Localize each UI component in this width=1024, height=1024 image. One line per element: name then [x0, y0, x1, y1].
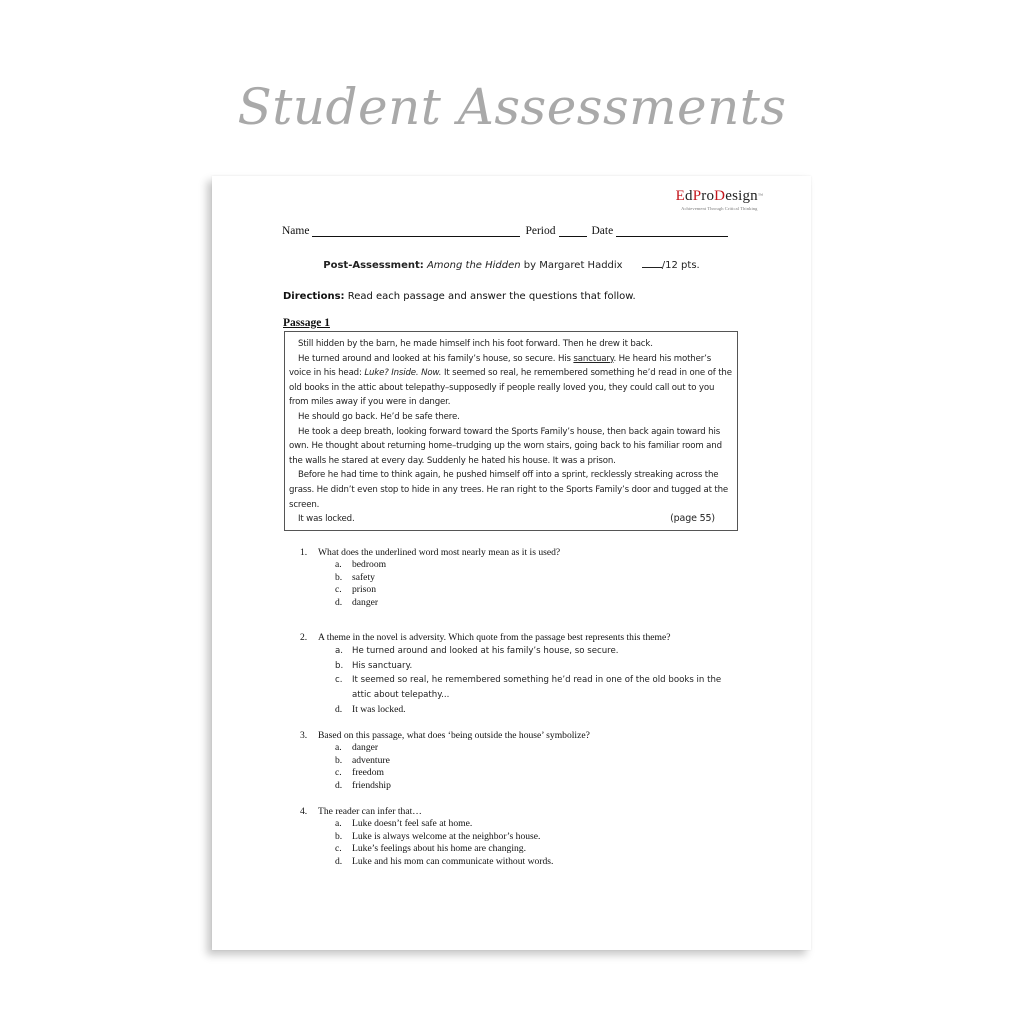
answer-option[interactable]	[335, 767, 750, 780]
answer-option[interactable]	[335, 818, 750, 831]
name-label: Name	[282, 225, 310, 237]
passage-paragraph: Still hidden by the barn, he made himself inch his foot forward. Then he drew it back.	[298, 339, 653, 349]
question-stem: A theme in the novel is adversity. Which quote from the passage best represents this theme?	[318, 632, 671, 643]
question-number: 2.	[300, 632, 308, 643]
answer-option[interactable]	[335, 572, 750, 585]
question-list	[300, 546, 750, 868]
passage-label: Passage 1	[283, 317, 330, 329]
logo-letter-p: P	[692, 188, 702, 204]
logo-tagline: Achievement Through Critical Thinking	[681, 206, 758, 211]
option-text: danger	[352, 742, 379, 753]
option-text: Luke’s feelings about his home are changing.	[352, 843, 526, 854]
date-field[interactable]	[616, 225, 728, 237]
page-reference: (page 55)	[670, 513, 715, 525]
logo-letter-e: E	[675, 188, 686, 204]
question-3	[300, 729, 750, 792]
logo-wordmark	[676, 188, 763, 205]
option-text: His sanctuary.	[352, 660, 413, 671]
option-text: prison	[352, 584, 376, 595]
answer-option[interactable]	[335, 597, 750, 610]
question-4	[300, 805, 750, 868]
logo-letter-d: D	[714, 188, 726, 204]
passage-text: It seemed so real, he remembered something he’d read in one of the old books in the attic about telepathy–supposedly if people really loved you, they could call out to you from miles away if you were in danger.	[289, 368, 732, 408]
logo-part: esign	[725, 188, 758, 204]
option-text: It seemed so real, he remembered something he’d read in one of the old books in the attic about telepathy...	[352, 675, 722, 700]
answer-option[interactable]	[335, 559, 750, 572]
question-stem: The reader can infer that…	[318, 806, 422, 817]
answer-option[interactable]	[335, 673, 750, 702]
trademark-icon: ™	[757, 194, 763, 199]
option-letter: d.	[335, 704, 343, 715]
question-1	[300, 546, 750, 609]
question-stem: What does the underlined word most nearly mean as it is used?	[318, 547, 561, 558]
directions-label: Directions:	[283, 291, 345, 302]
answer-option[interactable]	[335, 755, 750, 768]
option-letter: a.	[335, 646, 343, 656]
passage-paragraph: He took a deep breath, looking forward toward the Sports Family’s house, then back again toward his own. He thought about returning home–trudging up the worn stairs, going back to his familiar room and the walls he stared at every day. Suddenly he hated his house. It was a prison.	[289, 426, 722, 466]
option-text: freedom	[352, 767, 384, 778]
option-letter: a.	[335, 742, 342, 753]
logo-part: d	[685, 188, 693, 204]
option-text: Luke doesn’t feel safe at home.	[352, 818, 473, 829]
italic-quote: Luke? Inside. Now.	[364, 368, 442, 379]
student-info-row	[282, 225, 733, 237]
option-letter: b.	[335, 830, 343, 842]
option-text: safety	[352, 571, 375, 583]
name-field[interactable]	[312, 225, 520, 237]
option-text: adventure	[352, 754, 390, 766]
author: by Margaret Haddix	[520, 260, 623, 271]
passage-text: He turned around and looked at his family’s house, so secure. His	[298, 353, 574, 364]
question-number: 3.	[300, 730, 308, 741]
option-letter: c.	[335, 767, 342, 778]
option-text: Luke and his mom can communicate without words.	[352, 855, 554, 867]
option-text: He turned around and looked at his family’s house, so secure.	[352, 646, 619, 656]
score-total: /12 pts.	[661, 260, 700, 271]
answer-option[interactable]	[335, 659, 750, 674]
hero-title: Student Assessments	[237, 78, 787, 136]
option-letter: a.	[335, 559, 342, 570]
answer-option[interactable]	[335, 584, 750, 597]
question-2	[300, 631, 750, 717]
period-field[interactable]	[559, 225, 587, 237]
worksheet-page	[212, 176, 811, 950]
option-text: Luke is always welcome at the neighbor’s house.	[352, 830, 541, 842]
option-text: bedroom	[352, 559, 387, 570]
passage-paragraph	[289, 512, 733, 527]
option-letter: b.	[335, 754, 343, 766]
option-letter: d.	[335, 779, 343, 791]
passage-paragraph: He should go back. He’d be safe there.	[298, 411, 460, 422]
title-prefix: Post-Assessment:	[323, 260, 424, 271]
logo-part: ro	[701, 188, 715, 204]
option-letter: c.	[335, 584, 342, 595]
option-letter: c.	[335, 843, 342, 854]
book-title: Among the Hidden	[426, 260, 521, 271]
option-letter: b.	[335, 571, 343, 583]
option-letter: b.	[335, 660, 344, 671]
option-text: friendship	[352, 779, 391, 791]
directions	[283, 291, 636, 302]
option-letter: d.	[335, 596, 343, 608]
option-text: danger	[352, 596, 379, 608]
passage-box	[284, 331, 738, 531]
score-field[interactable]	[642, 258, 662, 268]
question-stem: Based on this passage, what does ‘being outside the house’ symbolize?	[318, 730, 590, 741]
answer-option[interactable]	[335, 780, 750, 793]
option-letter: a.	[335, 818, 342, 829]
question-number: 4.	[300, 806, 308, 817]
date-label: Date	[591, 225, 614, 237]
option-letter: d.	[335, 855, 343, 867]
edprodesign-logo	[676, 188, 763, 211]
directions-text: Read each passage and answer the questions that follow.	[344, 291, 636, 302]
underlined-word: sanctuary	[573, 353, 614, 364]
passage-text: . He heard his mother’s voice in his head:	[289, 353, 712, 379]
passage-paragraph	[289, 352, 733, 410]
answer-option[interactable]	[335, 742, 750, 755]
answer-option[interactable]	[335, 831, 750, 844]
answer-option[interactable]	[335, 843, 750, 856]
assessment-title	[212, 258, 811, 271]
answer-option[interactable]	[335, 856, 750, 869]
answer-option[interactable]	[335, 702, 750, 717]
period-label: Period	[525, 225, 556, 237]
passage-text: It was locked.	[298, 514, 355, 525]
option-text: It was locked.	[352, 704, 406, 715]
answer-option[interactable]	[335, 644, 750, 659]
question-number: 1.	[300, 547, 308, 558]
passage-paragraph: Before he had time to think again, he pushed himself off into a sprint, recklessly streaking across the grass. He didn’t even stop to hide in any trees. He ran right to the Sports Family’s door and tugged at the screen.	[289, 470, 729, 510]
option-letter: c.	[335, 675, 343, 685]
